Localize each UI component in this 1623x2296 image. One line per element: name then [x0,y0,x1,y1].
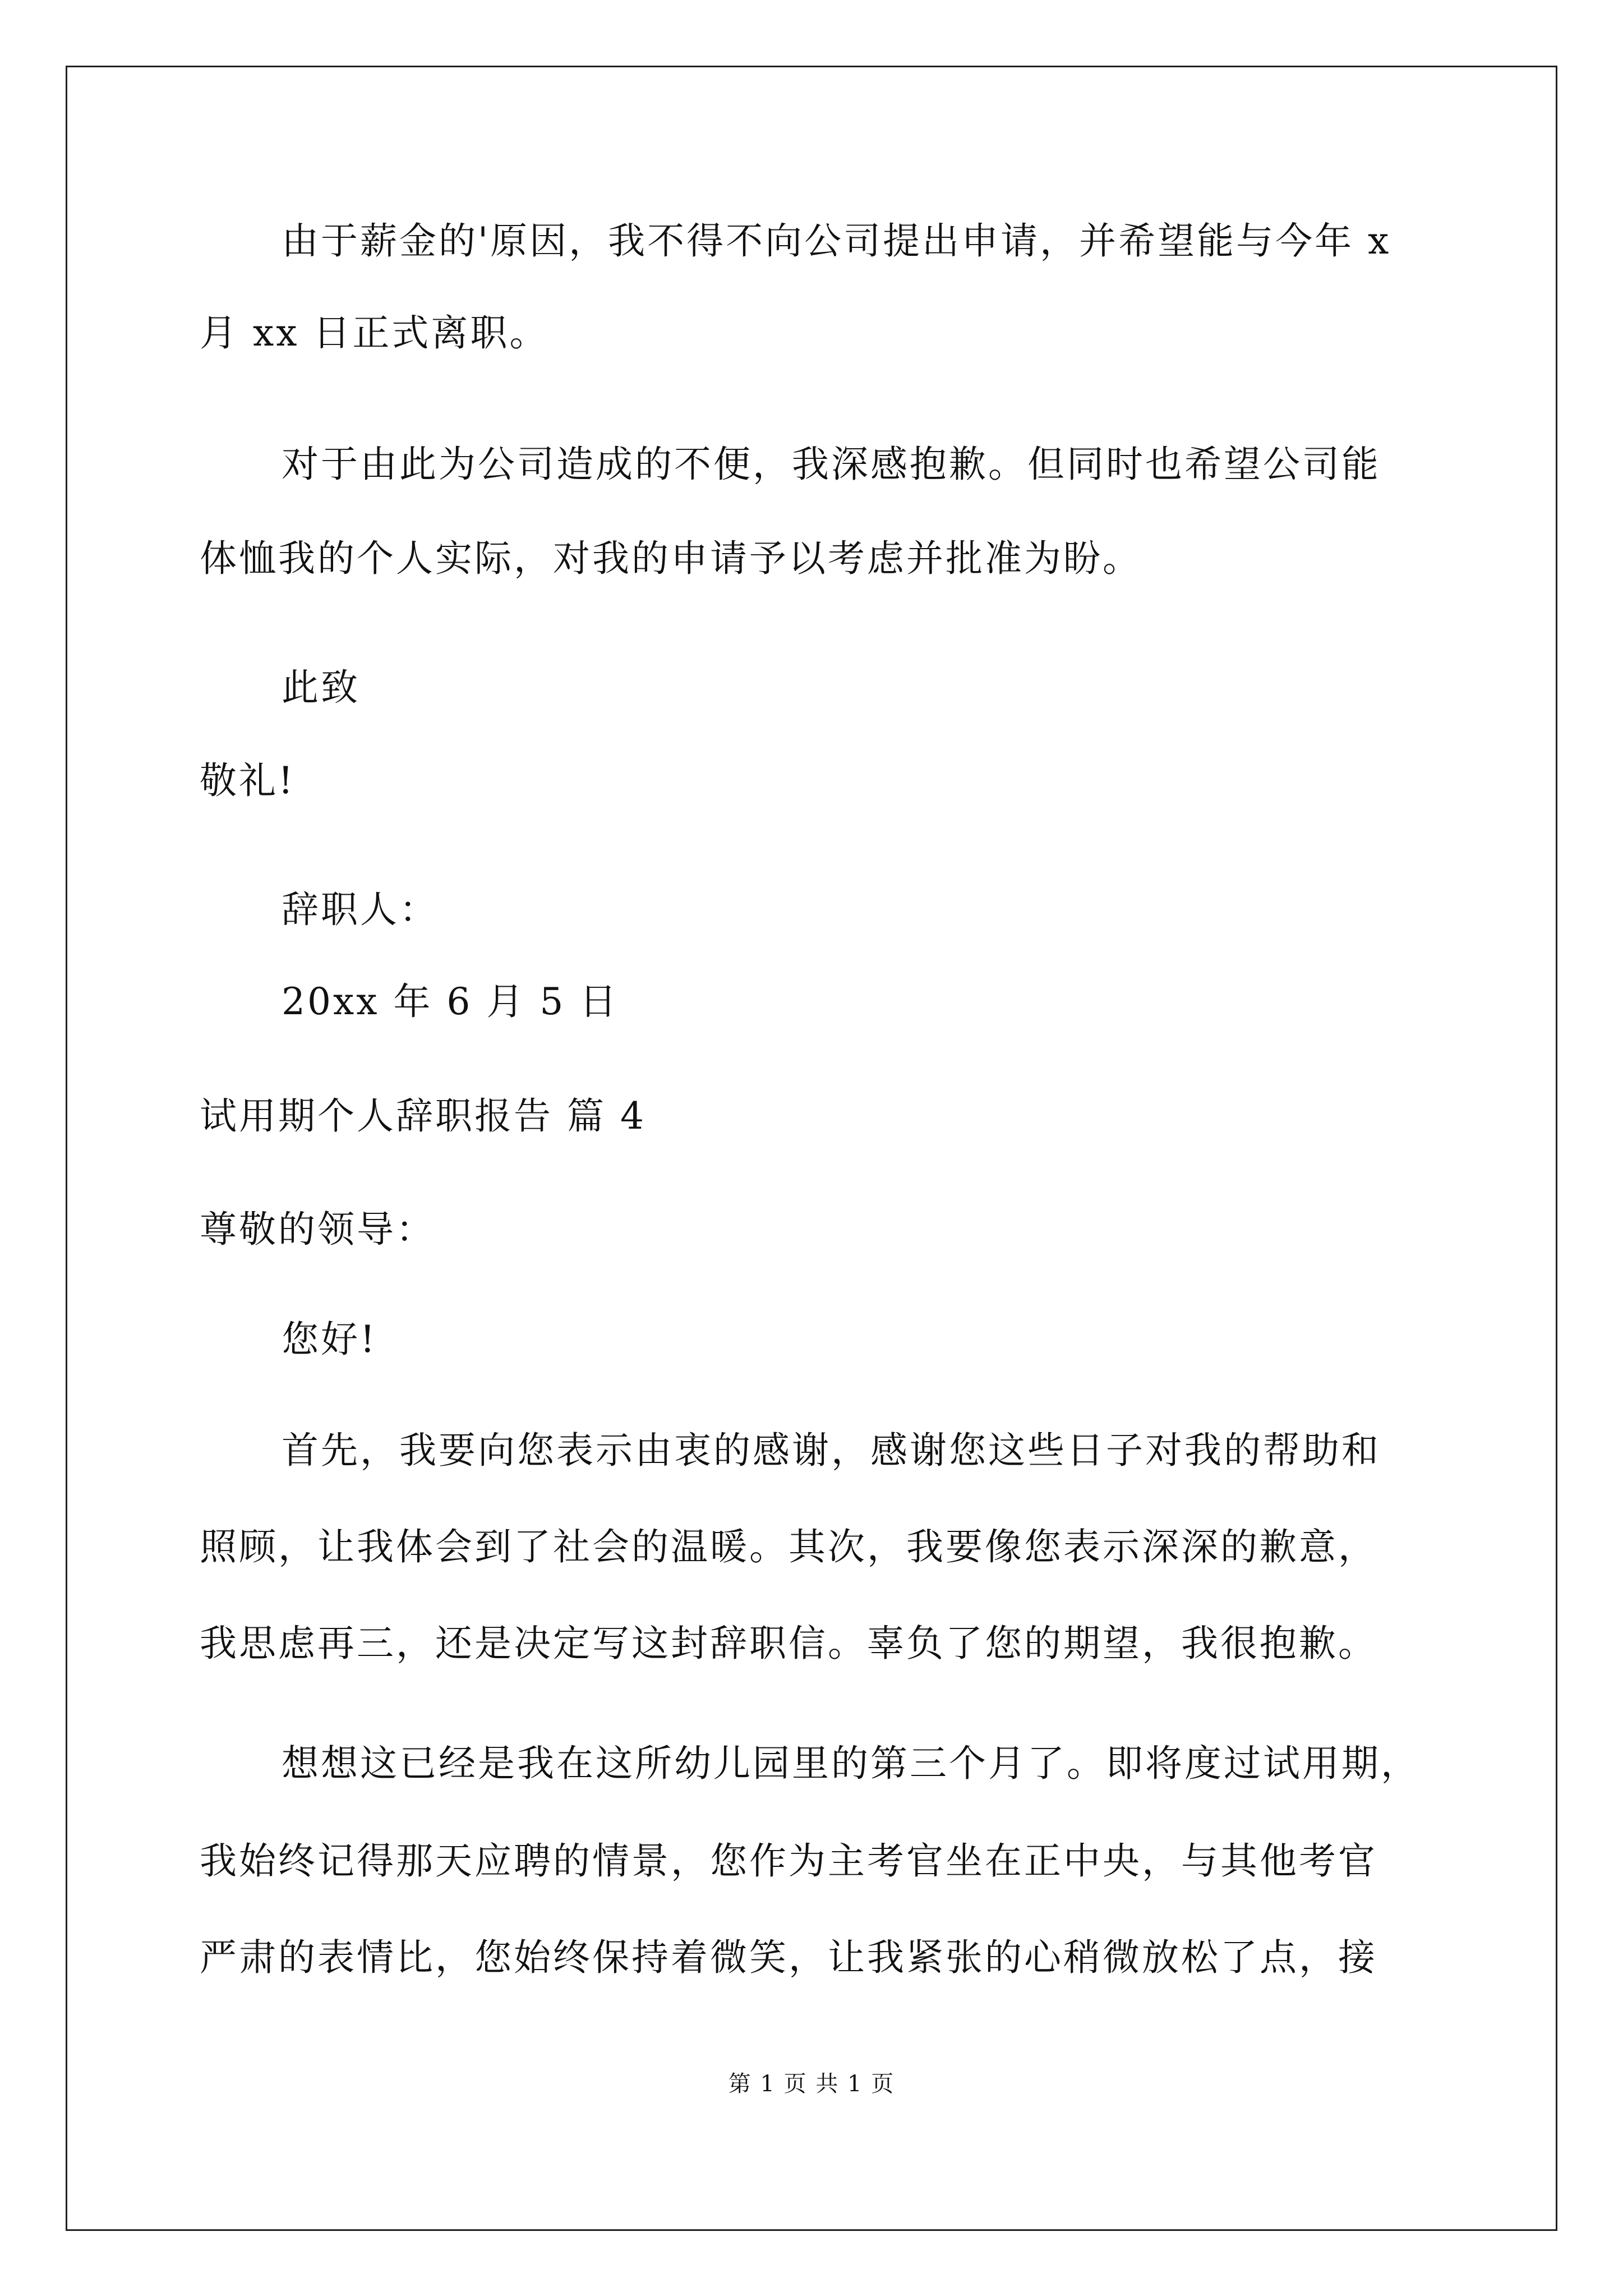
page-footer: 第 1 页 共 1 页 [728,2071,895,2097]
paragraph-line: 体恤我的个人实际，对我的申请予以考虑并批准为盼。 [200,537,1142,580]
paragraph-line: 我始终记得那天应聘的情景，您作为主考官坐在正中央，与其他考官 [200,1839,1377,1883]
paragraph-line: 月 xx 日正式离职。 [200,311,549,355]
paragraph-line: 严肃的表情比，您始终保持着微笑，让我紧张的心稍微放松了点，接 [200,1936,1377,1979]
closing-line: 此致 [282,666,360,709]
paragraph-line: 首先，我要向您表示由衷的感谢，感谢您这些日子对我的帮助和 [282,1429,1381,1472]
greeting-line: 您好! [282,1318,377,1361]
paragraph-line: 照顾，让我体会到了社会的温暖。其次，我要像您表示深深的歉意， [200,1525,1377,1568]
section-title: 试用期个人辞职报告 篇 4 [200,1094,646,1138]
page-border [66,66,1557,2231]
paragraph-line: 由于薪金的'原因，我不得不向公司提出申请，并希望能与今年 x [282,219,1391,263]
paragraph-line: 我思虑再三，还是决定写这封辞职信。辜负了您的期望，我很抱歉。 [200,1622,1377,1665]
greeting-line: 尊敬的领导： [200,1208,435,1251]
paragraph-line: 对于由此为公司造成的不便，我深感抱歉。但同时也希望公司能 [282,443,1381,486]
date-line: 20xx 年 6 月 5 日 [282,980,619,1023]
salutation-line: 敬礼! [200,759,296,802]
signature-label: 辞职人： [282,888,439,931]
paragraph-line: 想想这已经是我在这所幼儿园里的第三个月了。即将度过试用期， [282,1742,1420,1785]
